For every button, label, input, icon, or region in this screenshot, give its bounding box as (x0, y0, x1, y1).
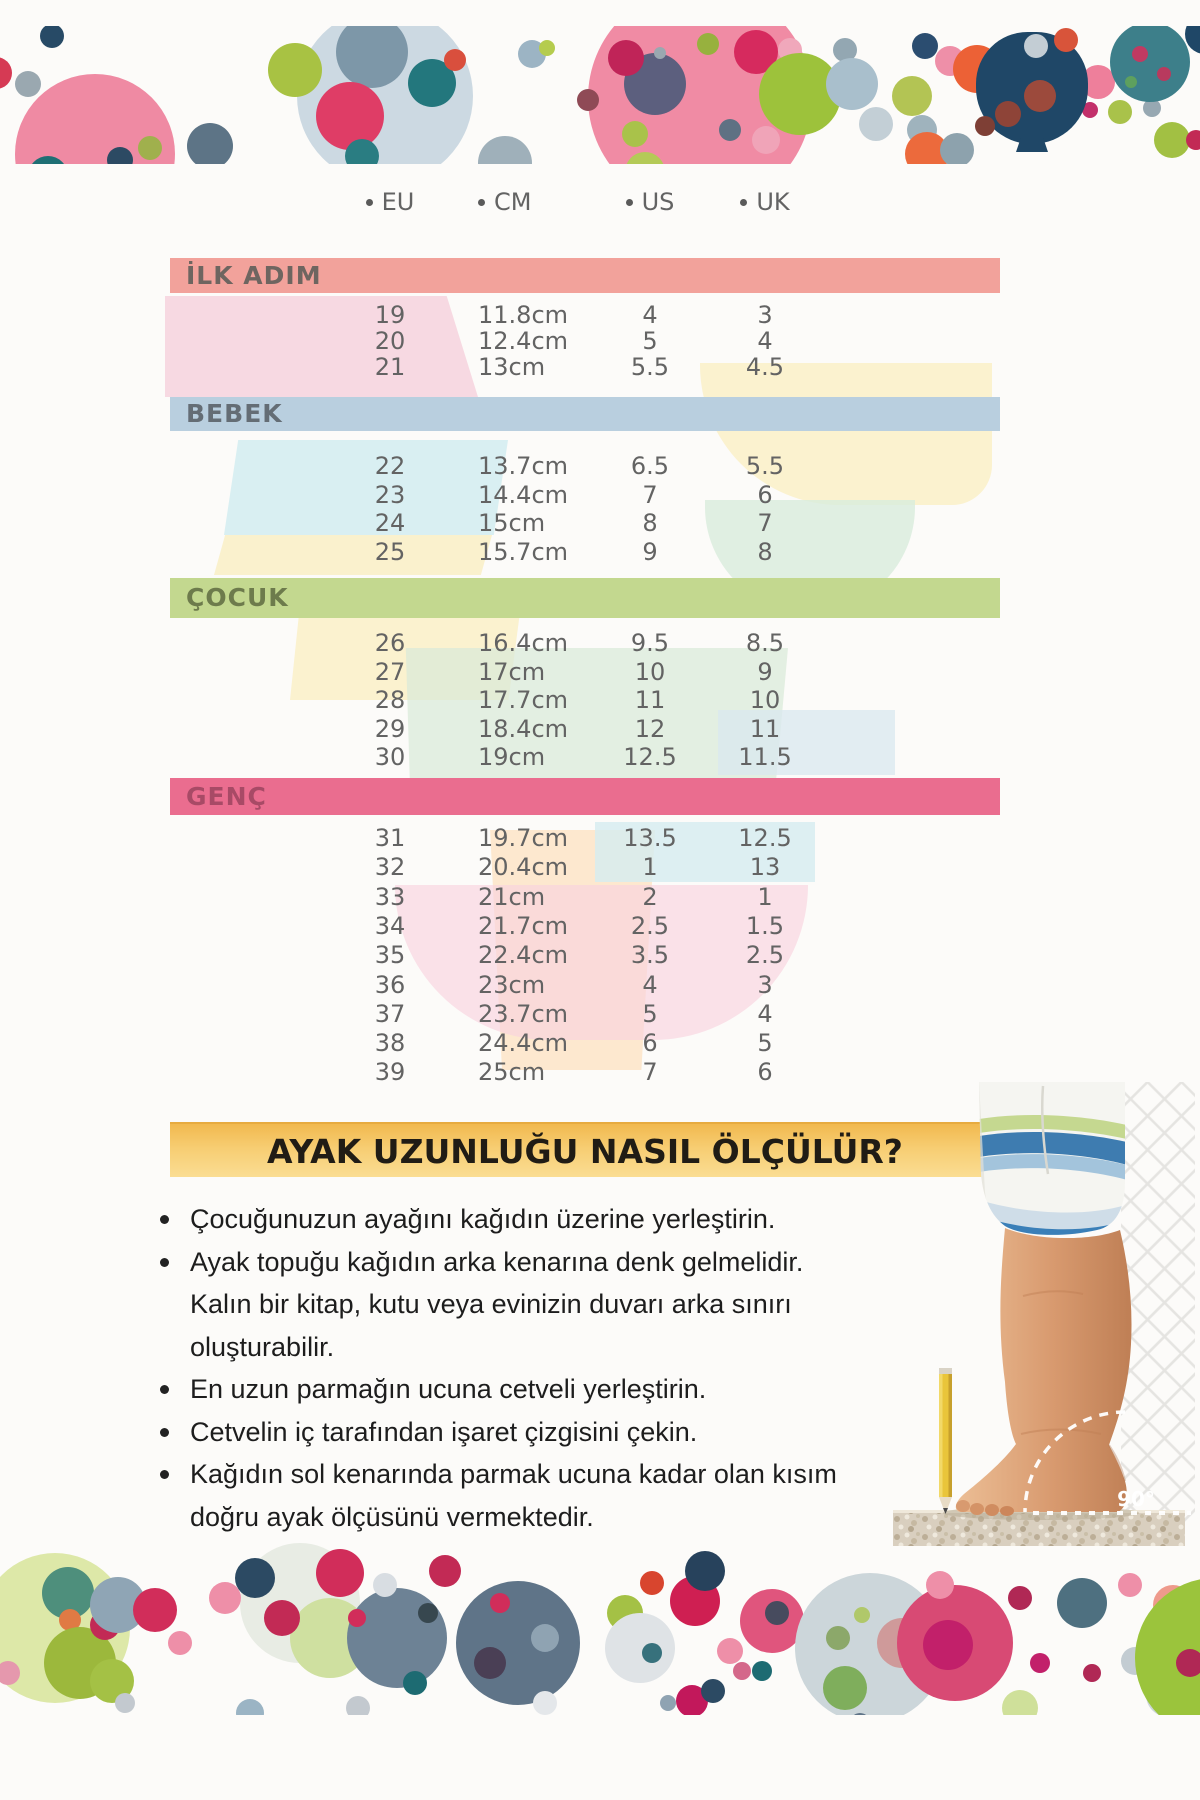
cell-uk: 7 (757, 509, 773, 538)
cell-uk: 2.5 (745, 941, 785, 970)
cell-eu: 36 (374, 970, 406, 999)
cell-us: 9.5 (630, 629, 670, 657)
cell-eu: 30 (374, 743, 406, 771)
cell-cm: 13cm (478, 353, 546, 381)
measure-guide-title-banner: AYAK UZUNLUĞU NASIL ÖLÇÜLÜR? (170, 1122, 1000, 1177)
section-banner-2: BEBEK (170, 397, 1000, 431)
cell-cm: 12.4cm (478, 327, 569, 355)
decor-dot (1083, 1664, 1101, 1682)
decor-dot (1024, 80, 1056, 112)
decor-dot (654, 47, 666, 59)
instruction-item: Ayak topuğu kağıdın arka kenarına denk gelmelidir. Kalın bir kitap, kutu veya evinizin duvarı arka sınırı oluşturabilir. (148, 1241, 848, 1369)
decor-dot (0, 57, 12, 89)
striped-shorts (973, 1082, 1131, 1241)
cell-cm: 19.7cm (478, 824, 569, 852)
decor-dot (403, 1671, 427, 1695)
size-row (170, 742, 1000, 772)
decor-dot (316, 82, 384, 150)
pencil-icon (939, 1368, 952, 1514)
size-row (170, 823, 1000, 853)
size-row (170, 451, 1000, 481)
decor-dot (429, 1555, 461, 1587)
decor-dot (418, 1603, 438, 1623)
cell-us: 12 (634, 714, 666, 743)
section-banner-4: GENÇ (170, 778, 1000, 815)
decor-dot (642, 1643, 662, 1663)
decor-dot (209, 1582, 241, 1614)
decor-dot (474, 1647, 506, 1679)
cell-us: 5 (642, 327, 658, 355)
decor-dot (373, 1573, 397, 1597)
decor-dot (346, 1696, 370, 1715)
cell-eu: 19 (374, 301, 406, 329)
decor-dot (235, 1558, 275, 1598)
cell-uk: 8 (757, 538, 773, 567)
decor-dot (995, 101, 1021, 127)
decor-dot (859, 107, 893, 141)
decor-dot (531, 1624, 559, 1652)
cell-us: 8 (642, 509, 658, 538)
column-header-eu: EU (320, 187, 460, 217)
cell-eu: 22 (374, 452, 406, 480)
cell-cm: 25cm (478, 1058, 546, 1087)
cell-cm: 23.7cm (478, 999, 569, 1028)
cell-us: 6 (642, 1029, 658, 1058)
decor-dot (717, 1638, 743, 1664)
cell-cm: 23cm (478, 970, 546, 999)
cell-us: 13.5 (623, 824, 677, 852)
decor-dot (1186, 130, 1200, 150)
cell-us: 9 (642, 538, 658, 567)
cell-uk: 11 (749, 714, 781, 743)
size-row (170, 1057, 1000, 1087)
decor-dot (236, 1699, 264, 1715)
size-row (170, 999, 1000, 1029)
cell-uk: 6 (757, 1058, 773, 1087)
cell-eu: 26 (374, 629, 406, 657)
size-row (170, 480, 1000, 510)
cell-eu: 27 (374, 657, 406, 686)
decor-dot (608, 40, 644, 76)
cell-uk: 4 (757, 999, 773, 1028)
size-row (170, 911, 1000, 941)
instruction-item: En uzun parmağın ucuna cetveli yerleştirin. (148, 1368, 848, 1411)
decor-dot (1024, 34, 1048, 58)
cell-us: 7 (642, 480, 658, 509)
decor-dot (1157, 67, 1171, 81)
cell-uk: 11.5 (738, 743, 792, 771)
size-row (170, 628, 1000, 658)
cell-eu: 24 (374, 509, 406, 538)
cell-eu: 34 (374, 911, 406, 940)
decor-dot (752, 1661, 772, 1681)
decor-dot (115, 1693, 135, 1713)
cell-cm: 21cm (478, 882, 546, 911)
decor-dot (752, 126, 780, 154)
cell-cm: 14.4cm (478, 480, 569, 509)
size-row (170, 657, 1000, 687)
column-header-us: US (580, 187, 720, 217)
decor-dot (1176, 1649, 1200, 1677)
instruction-item: Kağıdın sol kenarında parmak ucuna kadar olan kısım doğru ayak ölçüsünü vermektedir. (148, 1453, 848, 1538)
lattice-pattern (1121, 1082, 1195, 1522)
cell-cm: 15.7cm (478, 538, 569, 567)
cell-us: 1 (642, 853, 658, 882)
decor-dot (1132, 46, 1148, 62)
cell-us: 4 (642, 301, 658, 329)
cell-eu: 32 (374, 853, 406, 882)
decor-dot (40, 26, 64, 48)
cell-eu: 31 (374, 824, 406, 852)
cell-uk: 3 (757, 970, 773, 999)
decor-dot (1054, 28, 1078, 52)
size-row (170, 1028, 1000, 1058)
decor-dot (478, 136, 532, 164)
decor-dot (733, 1662, 751, 1680)
cell-uk: 5 (757, 1029, 773, 1058)
cell-eu: 39 (374, 1058, 406, 1087)
cell-eu: 37 (374, 999, 406, 1028)
cell-eu: 38 (374, 1029, 406, 1058)
size-row (170, 537, 1000, 567)
cell-cm: 16.4cm (478, 629, 569, 657)
cell-uk: 1 (757, 882, 773, 911)
cell-us: 2 (642, 882, 658, 911)
instruction-item: Çocuğunuzun ayağını kağıdın üzerine yerleştirin. (148, 1198, 848, 1241)
decor-dot (1125, 76, 1137, 88)
decor-dot (1008, 1586, 1032, 1610)
cell-cm: 21.7cm (478, 911, 569, 940)
decor-dot (539, 40, 555, 56)
decor-dot (533, 1691, 557, 1715)
size-row (170, 352, 1000, 382)
cell-uk: 4 (757, 327, 773, 355)
decor-dot (975, 116, 995, 136)
cell-us: 5.5 (630, 353, 670, 381)
decor-dot (765, 1601, 789, 1625)
decor-dot (719, 119, 741, 141)
column-header-uk: UK (695, 187, 835, 217)
decor-dot (923, 1620, 973, 1670)
size-row (170, 940, 1000, 970)
decor-dot (823, 1666, 867, 1710)
balloon-base-shape (1016, 138, 1048, 152)
decor-dot (1118, 1573, 1142, 1597)
decor-dot (605, 1613, 675, 1683)
decor-dot (826, 58, 878, 110)
cell-uk: 10 (749, 686, 781, 714)
decor-dot (1030, 1653, 1050, 1673)
cell-us: 12.5 (623, 743, 677, 771)
size-row (170, 970, 1000, 1000)
cell-eu: 21 (374, 353, 406, 381)
bullet-dot-icon (478, 199, 485, 206)
decor-dot (685, 1551, 725, 1591)
cell-cm: 20.4cm (478, 853, 569, 882)
decor-dot (187, 123, 233, 164)
size-row (170, 714, 1000, 744)
instruction-list (148, 1198, 848, 1538)
cell-eu: 25 (374, 538, 406, 567)
cell-eu: 28 (374, 686, 406, 714)
decor-dot (316, 1549, 364, 1597)
cell-uk: 8.5 (745, 629, 785, 657)
cell-us: 7 (642, 1058, 658, 1087)
cell-uk: 5.5 (745, 452, 785, 480)
decor-dot (456, 1581, 580, 1705)
cell-cm: 19cm (478, 743, 546, 771)
decor-dot (1057, 1578, 1107, 1628)
cell-uk: 4.5 (745, 353, 785, 381)
decor-dot (138, 136, 162, 160)
decor-dot (1002, 1690, 1038, 1715)
bullet-dot-icon (626, 199, 633, 206)
decor-dot (264, 1600, 300, 1636)
decor-dot (15, 71, 41, 97)
column-header-row (170, 187, 1000, 217)
cell-uk: 1.5 (745, 911, 785, 940)
decor-dot (701, 1679, 725, 1703)
decor-dot (940, 133, 974, 164)
decor-dot (826, 1626, 850, 1650)
cell-us: 3.5 (630, 941, 670, 970)
decor-dot (892, 76, 932, 116)
decor-dot (926, 1571, 954, 1599)
section-banner-1: İLK ADIM (170, 258, 1000, 293)
decor-dot (854, 1607, 870, 1623)
cell-cm: 15cm (478, 509, 546, 538)
decor-dot (1110, 26, 1190, 102)
decor-dot (1154, 122, 1190, 158)
size-row (170, 882, 1000, 912)
baby-leg (956, 1228, 1132, 1516)
cell-us: 11 (634, 686, 666, 714)
decor-bottom-band (0, 1543, 1200, 1715)
column-header-cm: CM (478, 187, 678, 217)
cell-us: 2.5 (630, 911, 670, 940)
cell-cm: 17cm (478, 657, 546, 686)
decor-dot (1135, 1578, 1200, 1715)
cell-us: 5 (642, 999, 658, 1028)
cell-eu: 29 (374, 714, 406, 743)
cell-cm: 22.4cm (478, 941, 569, 970)
cell-us: 6.5 (630, 452, 670, 480)
decor-dot (660, 1695, 676, 1711)
baby-foot-photo (893, 1082, 1195, 1546)
cell-uk: 13 (749, 853, 781, 882)
section-banner-3: ÇOCUK (170, 578, 1000, 618)
cell-cm: 17.7cm (478, 686, 569, 714)
cell-us: 4 (642, 970, 658, 999)
decor-dot (348, 1609, 366, 1627)
bullet-dot-icon (366, 199, 373, 206)
decor-top-band (0, 26, 1200, 164)
instruction-item: Cetvelin iç tarafından işaret çizgisini çekin. (148, 1411, 848, 1454)
size-row (170, 508, 1000, 538)
decor-dot (133, 1588, 177, 1632)
angle-label: 90° (1117, 1487, 1155, 1511)
cell-eu: 20 (374, 327, 406, 355)
cell-uk: 12.5 (738, 824, 792, 852)
cell-uk: 6 (757, 480, 773, 509)
decor-dot (912, 33, 938, 59)
cell-us: 10 (634, 657, 666, 686)
cell-cm: 24.4cm (478, 1029, 569, 1058)
cell-eu: 23 (374, 480, 406, 509)
cell-cm: 18.4cm (478, 714, 569, 743)
decor-dot (622, 121, 648, 147)
cell-eu: 33 (374, 882, 406, 911)
cell-uk: 3 (757, 301, 773, 329)
decor-dot (697, 33, 719, 55)
cell-uk: 9 (757, 657, 773, 686)
decor-dot (168, 1631, 192, 1655)
size-row (170, 685, 1000, 715)
bullet-dot-icon (740, 199, 747, 206)
decor-dot (490, 1593, 510, 1613)
decor-dot (1108, 100, 1132, 124)
decor-dot (444, 49, 466, 71)
decor-dot (577, 89, 599, 111)
cell-eu: 35 (374, 941, 406, 970)
cell-cm: 13.7cm (478, 452, 569, 480)
decor-dot (640, 1571, 664, 1595)
cell-cm: 11.8cm (478, 301, 569, 329)
size-row (170, 852, 1000, 882)
decor-dot (268, 43, 322, 97)
